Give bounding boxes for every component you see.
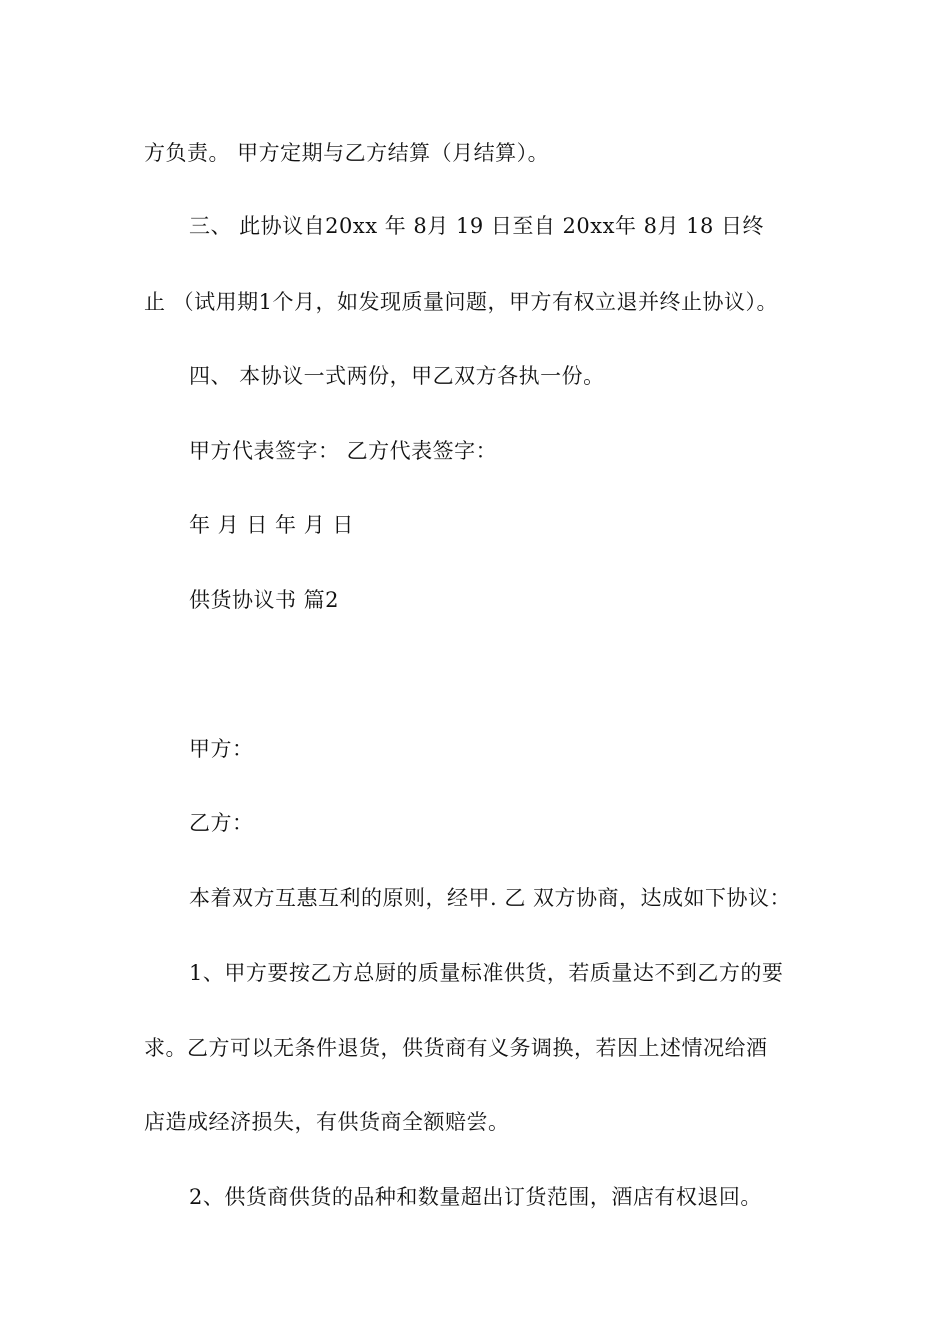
paragraph-line: 店造成经济损失，有供货商全额赔尝。 <box>144 1110 510 1134</box>
paragraph-line: 本着双方互惠互利的原则，经甲. 乙 双方协商，达成如下协议： <box>189 886 792 910</box>
date-line: 年 月 日 年 月 日 <box>189 513 354 537</box>
paragraph-line: 1、甲方要按乙方总厨的质量标准供货，若质量达不到乙方的要 <box>189 961 784 985</box>
signature-line: 甲方代表签字： 乙方代表签字： <box>189 439 498 463</box>
paragraph-line: 求。乙方可以无条件退货，供货商有义务调换，若因上述情况给酒 <box>144 1036 768 1060</box>
section-title: 供货协议书 篇2 <box>189 588 340 612</box>
paragraph-line: 2、供货商供货的品种和数量超出订货范围，酒店有权退回。 <box>189 1185 762 1209</box>
paragraph-line: 止 （试用期1个月，如发现质量问题，甲方有权立退并终止协议）。 <box>144 290 779 314</box>
party-b-line: 乙方： <box>189 811 254 835</box>
paragraph-line: 方负责。 甲方定期与乙方结算（月结算）。 <box>144 141 550 165</box>
paragraph-line: 四、 本协议一式两份，甲乙双方各执一份。 <box>189 364 605 388</box>
party-a-line: 甲方： <box>189 737 254 761</box>
paragraph-line: 三、 此协议自20xx 年 8月 19 日至自 20xx年 8月 18 日终 <box>189 214 765 238</box>
